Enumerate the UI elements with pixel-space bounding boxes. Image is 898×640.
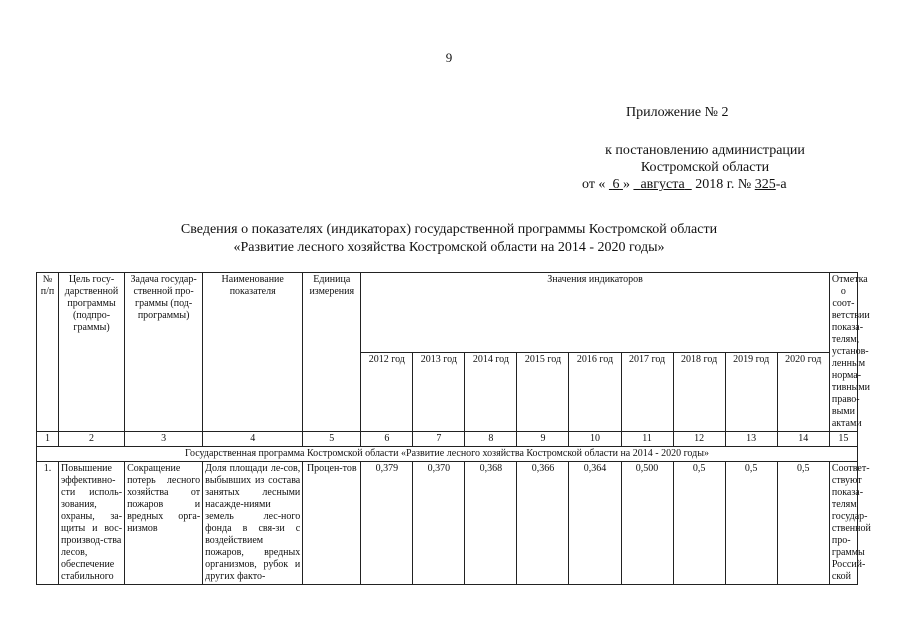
row-value: 0,500: [621, 462, 673, 585]
column-number: 14: [777, 432, 829, 447]
indicators-table: [36, 272, 871, 585]
document-title-line-1: Сведения о показателях (индикаторах) государственной программы Костромской области: [180, 222, 718, 237]
column-number: 7: [413, 432, 465, 447]
row-goal: Повышение эффективно-сти исполь-зования, охраны, за-щиты и вос-производ-ства лесов, обеспечение стабильного: [59, 462, 125, 585]
row-value: 0,366: [517, 462, 569, 585]
appendix-title: Приложение № 2: [626, 105, 729, 120]
program-title: Государственная программа Костромской области «Развитие лесного хозяйства Костромской области на 2014 - 2020 годы»: [37, 447, 858, 462]
header-num: № п/п: [37, 273, 59, 432]
column-number: 5: [303, 432, 361, 447]
header-year: 2020 год: [777, 352, 829, 432]
header-unit: Единица измерения: [303, 273, 361, 432]
date-year: 2018 г. №: [695, 177, 752, 192]
column-number: 2: [59, 432, 125, 447]
column-number: 3: [125, 432, 203, 447]
row-number: 1.: [37, 462, 59, 585]
header-year: 2016 год: [569, 352, 621, 432]
date-month: августа: [640, 177, 685, 192]
column-number: 13: [725, 432, 777, 447]
header-goal: Цель госу-дарственной программы (подпро-граммы): [59, 273, 125, 432]
decree-date-line: [560, 176, 850, 193]
header-task: Задача государ-ственной про-граммы (под-программы): [125, 273, 203, 432]
column-number: 1: [37, 432, 59, 447]
row-value: 0,379: [361, 462, 413, 585]
decree-reference: [560, 142, 850, 193]
date-prefix: от «: [582, 177, 606, 192]
header-year: 2014 год: [465, 352, 517, 432]
header-year: 2015 год: [517, 352, 569, 432]
column-number: 8: [465, 432, 517, 447]
header-year: 2017 год: [621, 352, 673, 432]
header-values-group: Значения индикаторов: [361, 273, 830, 353]
date-day: 6: [612, 177, 620, 192]
document-title-line-2: «Развитие лесного хозяйства Костромской области на 2014 - 2020 годы»: [233, 240, 665, 255]
row-value: 0,368: [465, 462, 517, 585]
page-number: 9: [445, 50, 453, 65]
header-row-top: [37, 273, 858, 353]
row-unit: Процен-тов: [303, 462, 361, 585]
header-year: 2013 год: [413, 352, 465, 432]
row-value: 0,5: [777, 462, 829, 585]
column-number: 9: [517, 432, 569, 447]
row-value: 0,364: [569, 462, 621, 585]
header-indicator: Наименование показателя: [203, 273, 303, 432]
header-year: 2018 год: [673, 352, 725, 432]
column-number: 10: [569, 432, 621, 447]
document-title: [0, 221, 898, 257]
row-value: 0,5: [673, 462, 725, 585]
header-year: 2019 год: [725, 352, 777, 432]
header-year: 2012 год: [361, 352, 413, 432]
decree-line-1: к постановлению администрации: [605, 143, 805, 158]
decree-suffix: -а: [775, 177, 787, 192]
column-number: 4: [203, 432, 303, 447]
column-number: 12: [673, 432, 725, 447]
row-mark: Соответ-ствуют показа-телям государ-ственной про-граммы Россий-ской: [829, 462, 857, 585]
table-row: [37, 462, 858, 585]
row-indicator: Доля площади ле-сов, выбывших из состава занятых лесными насажде-ниями земель лес-ного фонда в свя-зи с воздействием пожаров, вредных организмов, рубок и других факто-: [203, 462, 303, 585]
column-number: 15: [829, 432, 857, 447]
row-value: 0,370: [413, 462, 465, 585]
header-mark: Отметка о соот-ветствии показа-телям, установ-ленным норма-тивными право-выми актами: [829, 273, 857, 432]
decree-number: 325: [754, 177, 776, 192]
row-value: 0,5: [725, 462, 777, 585]
column-number: 11: [621, 432, 673, 447]
column-number: 6: [361, 432, 413, 447]
program-title-row: [37, 447, 858, 462]
date-day-close: »: [622, 177, 630, 192]
column-number-row: [37, 432, 858, 447]
row-task: Сокращение потерь лесного хозяйства от пожаров и вредных орга-низмов: [125, 462, 203, 585]
decree-line-2: Костромской области: [640, 160, 770, 175]
